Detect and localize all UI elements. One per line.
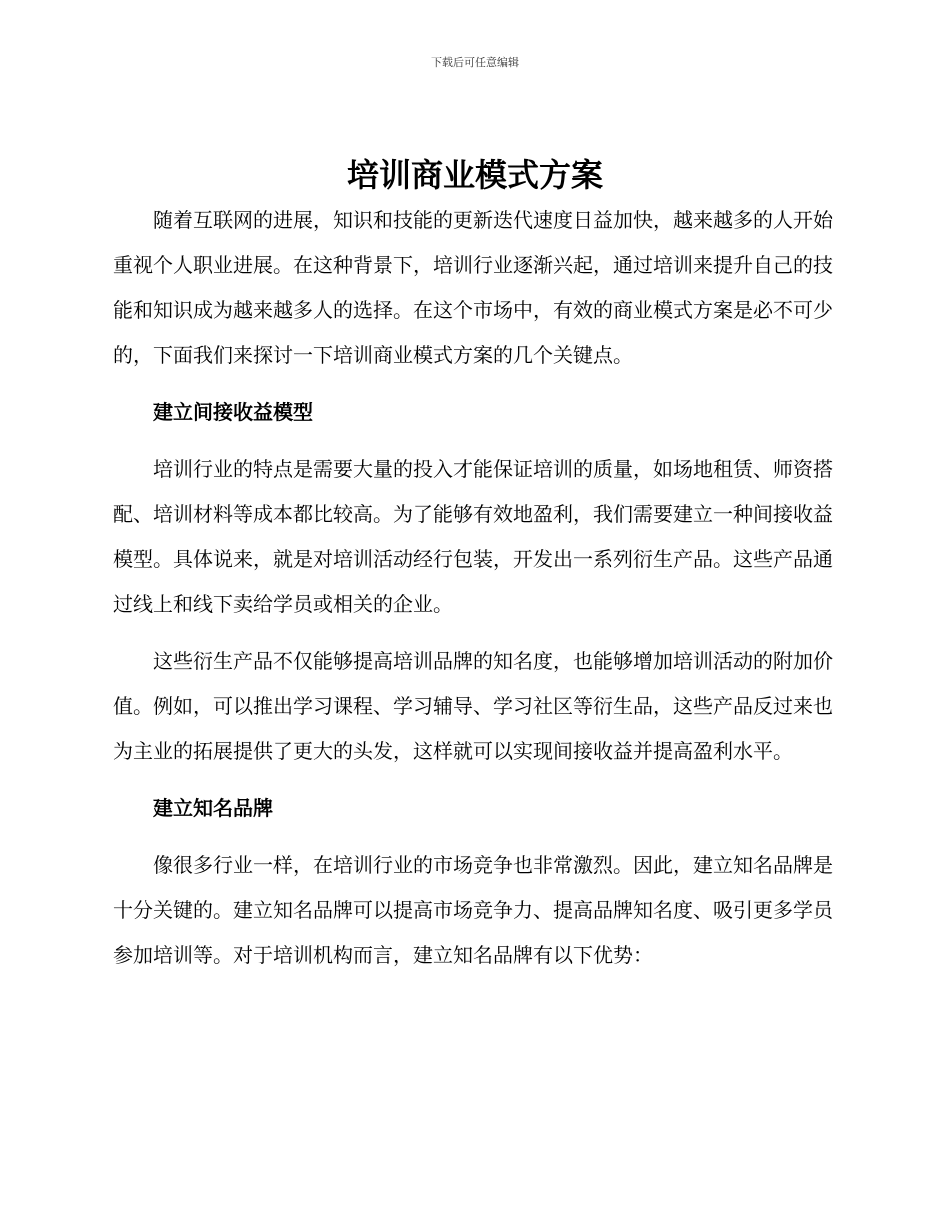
paragraph: 这些衍生产品不仅能够提高培训品牌的知名度，也能够增加培训活动的附加价值。例如，可以推出学习课程、学习辅导、学习社区等衍生品，这些产品反过来也为主业的拓展提供了更大的头发，这样就可以实现间接收益并提高盈利水平。	[113, 649, 833, 763]
page-title: 培训商业模式方案	[346, 156, 603, 194]
header-note: 下载后可任意编辑	[431, 56, 519, 69]
intro-paragraph: 随着互联网的进展，知识和技能的更新迭代速度日益加快，越来越多的人开始重视个人职业进展。在这种背景下，培训行业逐渐兴起，通过培训来提升自己的技能和知识成为越来越多人的选择。在这个市场中，有效的商业模式方案是必不可少的，下面我们来探讨一下培训商业模式方案的几个关键点。	[113, 208, 833, 367]
document-body	[113, 198, 833, 978]
section-heading-brand: 建立知名品牌	[153, 796, 273, 820]
section-heading-indirect-revenue: 建立间接收益模型	[153, 400, 313, 424]
paragraph: 培训行业的特点是需要大量的投入才能保证培训的质量，如场地租赁、师资搭配、培训材料等成本都比较高。为了能够有效地盈利，我们需要建立一种间接收益模型。具体说来，就是对培训活动经行包装，开发出一系列衍生产品。这些产品通过线上和线下卖给学员或相关的企业。	[113, 457, 833, 616]
paragraph: 像很多行业一样，在培训行业的市场竞争也非常激烈。因此，建立知名品牌是十分关键的。建立知名品牌可以提高市场竞争力、提高品牌知名度、吸引更多学员参加培训等。对于培训机构而言，建立知名品牌有以下优势：	[113, 853, 833, 967]
